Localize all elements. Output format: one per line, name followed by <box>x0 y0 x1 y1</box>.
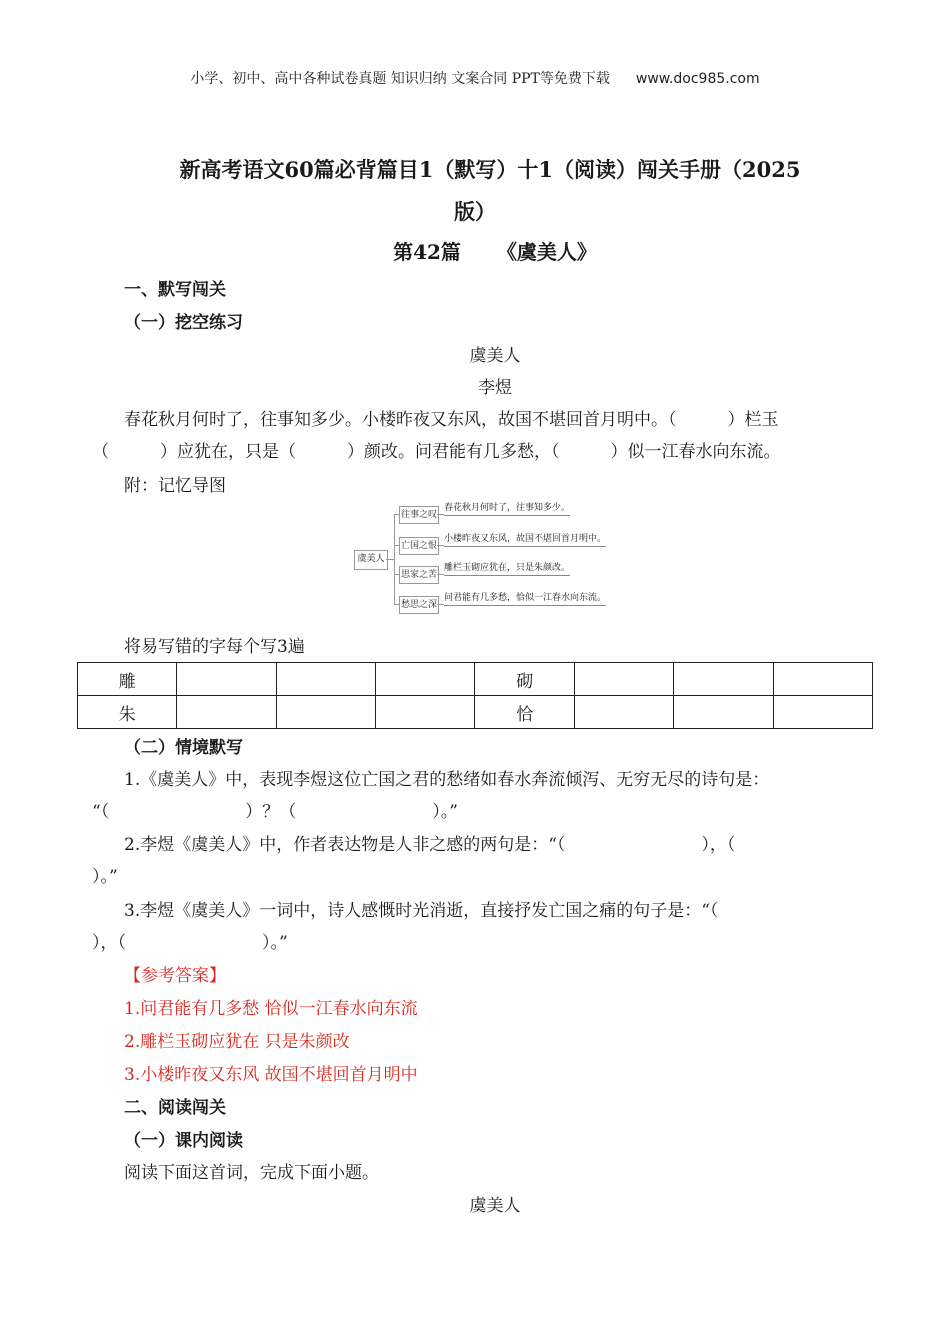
table-row <box>78 696 873 729</box>
table-cell: 砌 <box>475 663 574 696</box>
section1-sub1: （一）挖空练习 <box>124 313 243 333</box>
mindmap-leaf-1: 春花秋月何时了，往事知多少。 <box>444 502 570 516</box>
table-cell[interactable] <box>574 663 673 696</box>
table-cell[interactable] <box>674 696 773 729</box>
practice-table <box>77 662 873 729</box>
answer-label: 【参考答案】 <box>124 966 226 986</box>
doc-title-line1: 新高考语文60篇必背篇目1（默写）十1（阅读）闯关手册（2025 <box>179 157 801 182</box>
table-cell: 恰 <box>475 696 574 729</box>
page-header <box>0 68 950 88</box>
table-cell[interactable] <box>574 696 673 729</box>
reading-instruction: 阅读下面这首词，完成下面小题。 <box>124 1163 379 1183</box>
section2-heading: 二、阅读闯关 <box>124 1098 226 1118</box>
question-2-line2: ）。” <box>92 867 118 887</box>
mindmap-root: 虞美人 <box>354 550 388 570</box>
table-cell[interactable] <box>773 696 872 729</box>
appendix-label: 附：记忆导图 <box>124 476 226 496</box>
question-3-line2: ），（ ）。” <box>92 933 288 953</box>
header-text: 小学、初中、高中各种试卷真题 知识归纳 文案合同 PPT等免费下载 <box>190 71 610 87</box>
question-2-line1: 2.李煜《虞美人》中，作者表达物是人非之感的两句是：“（ ），（ <box>124 835 736 855</box>
poem-author: 李煜 <box>478 378 512 398</box>
table-cell[interactable] <box>773 663 872 696</box>
header-url[interactable]: www.doc985.com <box>635 71 760 87</box>
table-cell[interactable] <box>276 696 375 729</box>
fill-line-2: （ ）应犹在，只是（ ）颜改。问君能有几多愁，（ ）似一江春水向东流。 <box>92 442 781 462</box>
question-1-line2: “（ ）？（ ）。” <box>92 802 458 822</box>
mindmap-branch-1: 往事之叹 <box>399 506 439 524</box>
mindmap-branch-4: 愁思之深 <box>399 596 439 614</box>
mindmap-leaf-3: 雕栏玉砌应犹在，只是朱颜改。 <box>444 562 570 576</box>
section2-sub1: （一）课内阅读 <box>124 1131 243 1151</box>
question-3-line1: 3.李煜《虞美人》一词中，诗人感慨时光消逝，直接抒发亡国之痛的句子是：“（ <box>124 901 719 921</box>
table-cell[interactable] <box>674 663 773 696</box>
mindmap-branch-3: 思家之苦 <box>399 566 439 584</box>
doc-title-line2: 版） <box>454 199 496 224</box>
mindmap-branch-2: 亡国之恨 <box>399 537 439 555</box>
chapter-number: 第42篇 <box>393 240 461 264</box>
chapter-title <box>0 236 950 265</box>
mindmap-leaf-4: 问君能有几多愁，恰似一江春水向东流。 <box>444 592 606 606</box>
answer-3: 3.小楼昨夜又东风 故国不堪回首月明中 <box>124 1065 418 1085</box>
table-cell[interactable] <box>276 663 375 696</box>
table-cell: 雕 <box>78 663 177 696</box>
table-cell[interactable] <box>177 663 276 696</box>
table-intro: 将易写错的字每个写3遍 <box>124 637 305 657</box>
question-1-line1: 1.《虞美人》中，表现李煜这位亡国之君的愁绪如春水奔流倾泻、无穷无尽的诗句是： <box>124 770 770 790</box>
answer-2: 2.雕栏玉砌应犹在 只是朱颜改 <box>124 1032 350 1052</box>
table-cell[interactable] <box>376 696 475 729</box>
table-cell: 朱 <box>78 696 177 729</box>
section1-heading: 一、默写闯关 <box>124 280 226 300</box>
reading-poem-title: 虞美人 <box>469 1196 521 1216</box>
chapter-poem: 《虞美人》 <box>496 240 597 264</box>
memory-mindmap <box>354 500 607 620</box>
answer-1: 1.问君能有几多愁 恰似一江春水向东流 <box>124 999 418 1019</box>
poem-title: 虞美人 <box>469 346 521 366</box>
mindmap-leaf-2: 小楼昨夜又东风，故国不堪回首月明中。 <box>444 533 606 547</box>
section1-sub2: （二）情境默写 <box>124 738 243 758</box>
table-cell[interactable] <box>177 696 276 729</box>
table-cell[interactable] <box>376 663 475 696</box>
fill-line-1: 春花秋月何时了，往事知多少。小楼昨夜又东风，故国不堪回首月明中。（ ）栏玉 <box>124 410 779 430</box>
table-row <box>78 663 873 696</box>
